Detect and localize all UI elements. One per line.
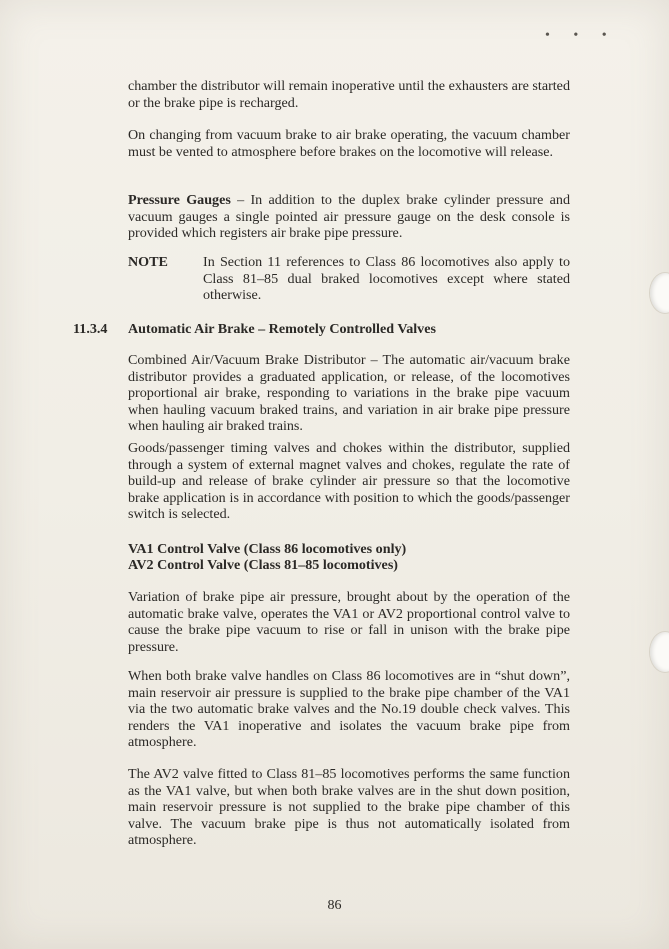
punch-hole-bottom <box>649 631 669 673</box>
paragraph-combined-distributor: Combined Air/Vacuum Brake Distributor – The automatic air/vacuum brake distributor provides a graduated application, or release, of the locomotives proportional air brake, responding to variations in the brake pipe vacuum when hauling vacuum braked trains, and variation in air brake pipe pressure when hauling air braked trains. <box>128 352 570 435</box>
page-number: 86 <box>327 898 342 913</box>
section-title: Automatic Air Brake – Remotely Controlled Valves <box>128 321 436 337</box>
paragraph-shut-down: When both brake valve handles on Class 86 locomotives are in “shut down”, main reservoir air pressure is supplied to the brake pipe chamber of the VA1 via the two automatic brake valves and the No.19 double check valves. This renders the VA1 inoperative and isolates the vacuum brake pipe from atmosphere. <box>128 668 570 751</box>
paragraph-changing: On changing from vacuum brake to air brake operating, the vacuum chamber must be vented to atmosphere before brakes on the locomotive will release. <box>128 127 570 160</box>
section-number: 11.3.4 <box>73 321 108 337</box>
subheading-va1: VA1 Control Valve (Class 86 locomotives only) <box>128 541 407 557</box>
paragraph-pressure-gauges <box>128 192 570 242</box>
paragraph-variation: Variation of brake pipe air pressure, brought about by the operation of the automatic brake valve, operates the VA1 or AV2 proportional control valve to cause the brake pipe vacuum to rise or fall in unison with the brake pipe pressure. <box>128 589 570 655</box>
subheading-av2: AV2 Control Valve (Class 81–85 locomotives) <box>128 557 398 573</box>
pressure-gauges-label: Pressure Gauges <box>128 192 231 208</box>
paragraph-timing-valves: Goods/passenger timing valves and chokes within the distributor, supplied through a system of external magnet valves and chokes, regulate the rate of build-up and release of brake cylinder air pressure so that the locomotive brake application is in accordance with position to which the goods/passenger switch is selected. <box>128 440 570 523</box>
note-text: In Section 11 references to Class 86 locomotives also apply to Class 81–85 dual braked locomotives except where stated otherwise. <box>203 254 570 304</box>
punch-hole-top <box>649 272 669 314</box>
paragraph-distributor: chamber the distributor will remain inoperative until the exhausters are started or the brake pipe is recharged. <box>128 78 570 111</box>
note-label: NOTE <box>128 254 168 270</box>
paper-specks: • • • <box>545 28 617 43</box>
paragraph-av2-valve: The AV2 valve fitted to Class 81–85 locomotives performs the same function as the VA1 valve, but when both brake valves are in the shut down position, main reservoir pressure is not supplied to the brake pipe chamber of this valve. The vacuum brake pipe is thus not automatically isolated from atmosphere. <box>128 766 570 849</box>
pressure-gauges-text: – In addition to the duplex brake cylinder pressure and vacuum gauges a single pointed air pressure gauge on the desk console is provided which registers air brake pipe pressure. <box>128 192 570 242</box>
